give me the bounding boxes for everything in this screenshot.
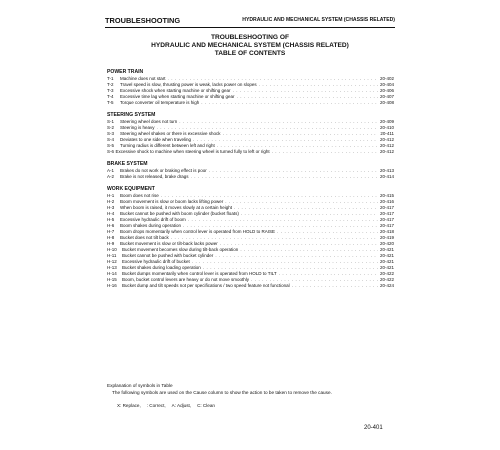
toc-entry-code: H-6 [107, 223, 115, 228]
toc-section-title: POWER TRAIN [107, 69, 144, 75]
legend-correct: : Correct, [146, 403, 166, 408]
toc-entry-page: 20-402 [379, 76, 394, 81]
header-section-title: TROUBLESHOOTING [105, 16, 181, 25]
toc-section-title: BRAKE SYSTEM [107, 161, 148, 167]
toc-entry-code: S-3 [107, 131, 115, 136]
toc-entry-label: Bucket movement becomes slow during tilt-back operation [122, 247, 239, 252]
symbol-legend [107, 403, 394, 409]
toc-entry-code: T-4 [107, 94, 114, 99]
toc-entry-page: 20-407 [379, 94, 394, 99]
toc-entry-code: H-2 [107, 199, 115, 204]
toc-entry-code: H-14 [107, 271, 117, 276]
toc-entry-label: Bucket does not tilt back [120, 235, 169, 240]
toc-entry-page: 20-404 [379, 82, 394, 87]
toc-entry-label: Steering wheel does not turn [120, 119, 178, 124]
toc-section-title: STEERING SYSTEM [107, 112, 156, 118]
toc-entry-label: Steering is heavy [120, 125, 155, 130]
running-header [105, 16, 395, 28]
toc-entry-page: 20-420 [379, 241, 394, 246]
toc-entry-page: 20-421 [379, 259, 394, 264]
toc-entry-label: Travel speed is slow, thrusting power is weak, lacks power on slopes [120, 82, 257, 87]
legend-replace: X: Replace, [117, 403, 141, 408]
toc-entry-label: When boom is raised, it moves slowly at a certain height [120, 205, 233, 210]
toc-entry-page: 20-413 [379, 168, 394, 173]
toc-entry-code: H-1 [107, 193, 115, 198]
toc-entry-label: Turning radius is different between left and right [120, 143, 215, 148]
toc-entry-code: H-12 [107, 259, 117, 264]
toc-entry-code: H-13 [107, 265, 117, 270]
explanation-text: The following symbols are used on the Cause column to show the action to be taken to remove the cause. [112, 390, 332, 395]
toc-entry-page: 20-418 [379, 229, 394, 234]
toc-entry-page: 20-416 [379, 199, 394, 204]
toc-entry-code: T-5 [107, 100, 114, 105]
title-line-2: HYDRAULIC AND MECHANICAL SYSTEM (CHASSIS RELATED) [151, 42, 349, 49]
toc-entry-code: H-7 [107, 229, 115, 234]
toc-entry-label: Boom movement is slow or boom lacks lifting power [120, 199, 224, 204]
toc-entry [107, 100, 394, 106]
toc-entry-label: Boom does not rise [120, 193, 159, 198]
toc-entry-code: H-15 [107, 277, 117, 282]
toc-entry-page: 20-417 [379, 217, 394, 222]
toc-entry-label: Bucket movement is slow or tilt-back lacks power [120, 241, 218, 246]
toc-entry-page: 20-412 [379, 143, 394, 148]
toc-entry [107, 283, 394, 289]
toc-entry-page: 20-419 [379, 235, 394, 240]
page-number: 20-401 [364, 425, 383, 431]
toc-entry-label: Bucket shakes during loading operation [122, 265, 201, 270]
toc-entry-code: H-5 [107, 217, 115, 222]
toc-entry-label: Excessive hydraulic drift of boom [120, 217, 186, 222]
toc-entry-page: 20-421 [379, 247, 394, 252]
toc-entry-label: Excessive hydraulic drift of bucket [122, 259, 190, 264]
toc-entry-page: 20-417 [379, 205, 394, 210]
toc-entry-code: H-11 [107, 253, 117, 258]
toc-entry-page: 20-417 [379, 223, 394, 228]
toc-entry-page: 20-421 [379, 253, 394, 258]
toc-entry-label: Deviates to one side when traveling [120, 137, 192, 142]
toc-entry-label: Bucket cannot be pushed with boom cylinder (bucket floats) [120, 211, 239, 216]
toc-entry-page: 20-421 [379, 265, 394, 270]
toc-entry-label: Bucket dump and tilt speeds not per specifications / two speed feature not functional [122, 283, 290, 288]
toc-entry-label: Brake is not released, brake drags [120, 174, 189, 179]
toc-entry [107, 149, 394, 155]
toc-section [107, 186, 394, 289]
title-line-1: TROUBLESHOOTING OF [210, 34, 290, 41]
dot-leader [201, 100, 378, 106]
symbol-explanation [107, 382, 394, 409]
toc-entry-code: H-4 [107, 211, 115, 216]
toc-entry-page: 20-406 [379, 88, 394, 93]
legend-clean: C: Clean [197, 403, 215, 408]
toc-entry-label: Excessive shock to machine when steering wheel is turned fully to left or right [115, 149, 270, 154]
toc-section-title: WORK EQUIPMENT [107, 186, 155, 192]
toc-entry-label: Torque converter oil temperature is high [120, 100, 200, 105]
toc-entry-label: Boom drops momentarily when control lever is operated from HOLD to RAISE [120, 229, 276, 234]
toc-entry-page: 20-409 [379, 119, 394, 124]
toc-entry-page: 20-412 [379, 137, 394, 142]
toc-entry-label: Bucket dumps momentarily when control lever is operated from HOLD to TILT [122, 271, 277, 276]
toc-entry-code: T-3 [107, 88, 114, 93]
toc-entry-code: T-2 [107, 82, 114, 87]
toc-entry-label: Steering wheel shakes or there is excessive shock [120, 131, 221, 136]
toc-entry [107, 174, 394, 180]
toc-entry-code: S-6 [107, 149, 115, 154]
toc-entry-label: Boom shakes during operation [120, 223, 182, 228]
toc-entry-label: Excessive shock when starting machine or shifting gear [120, 88, 231, 93]
toc-entry-page: 20-415 [379, 193, 394, 198]
toc-section [107, 161, 394, 180]
document-title [105, 34, 395, 58]
toc-entry-code: A-1 [107, 168, 115, 173]
toc-entry-code: H-8 [107, 235, 115, 240]
toc-entry-code: H-16 [107, 283, 117, 288]
toc-entry-code: S-1 [107, 119, 115, 124]
toc-entry-page: 20-417 [379, 211, 394, 216]
toc-entry-code: T-1 [107, 76, 114, 81]
toc-entry-page: 20-414 [379, 174, 394, 179]
toc-entry-label: Brakes do not work or braking effect is poor [120, 168, 207, 173]
toc-entry-page: 20-412 [379, 149, 394, 154]
explanation-heading: Explanation of symbols in Table [107, 383, 173, 388]
toc-entry-code: H-3 [107, 205, 115, 210]
toc-entry-page: 20-411 [380, 131, 394, 136]
toc-entry-page: 20-410 [379, 125, 394, 130]
title-line-3: TABLE OF CONTENTS [214, 50, 286, 57]
legend-adjust: A: Adjust, [171, 403, 192, 408]
toc-entry-code: S-5 [107, 143, 115, 148]
toc-entry-code: S-2 [107, 125, 115, 130]
toc-entry-code: S-4 [107, 137, 115, 142]
toc-entry-code: A-2 [107, 174, 115, 179]
dot-leader [272, 149, 378, 155]
toc-entry-page: 20-422 [379, 271, 394, 276]
toc-section [107, 69, 394, 106]
toc-entry-label: Excessive time lag when starting machine or shifting gear [120, 94, 235, 99]
table-of-contents [107, 69, 394, 295]
dot-leader [292, 283, 378, 289]
toc-entry-label: Machine does not start [120, 76, 166, 81]
toc-section [107, 112, 394, 155]
toc-entry-page: 20-422 [379, 277, 394, 282]
toc-entry-code: H-10 [107, 247, 117, 252]
toc-entry-code: H-9 [107, 241, 115, 246]
header-chapter-title: HYDRAULIC AND MECHANICAL SYSTEM (CHASSIS RELATED) [242, 16, 395, 23]
toc-entry-label: Boom, bucket control levers are heavy or do not move smoothly [122, 277, 250, 282]
toc-entry-page: 20-408 [379, 100, 394, 105]
toc-entry-page: 20-424 [379, 283, 394, 288]
toc-entry-label: Bucket cannot be pushed with bucket cylinder [122, 253, 214, 258]
dot-leader [191, 174, 378, 180]
